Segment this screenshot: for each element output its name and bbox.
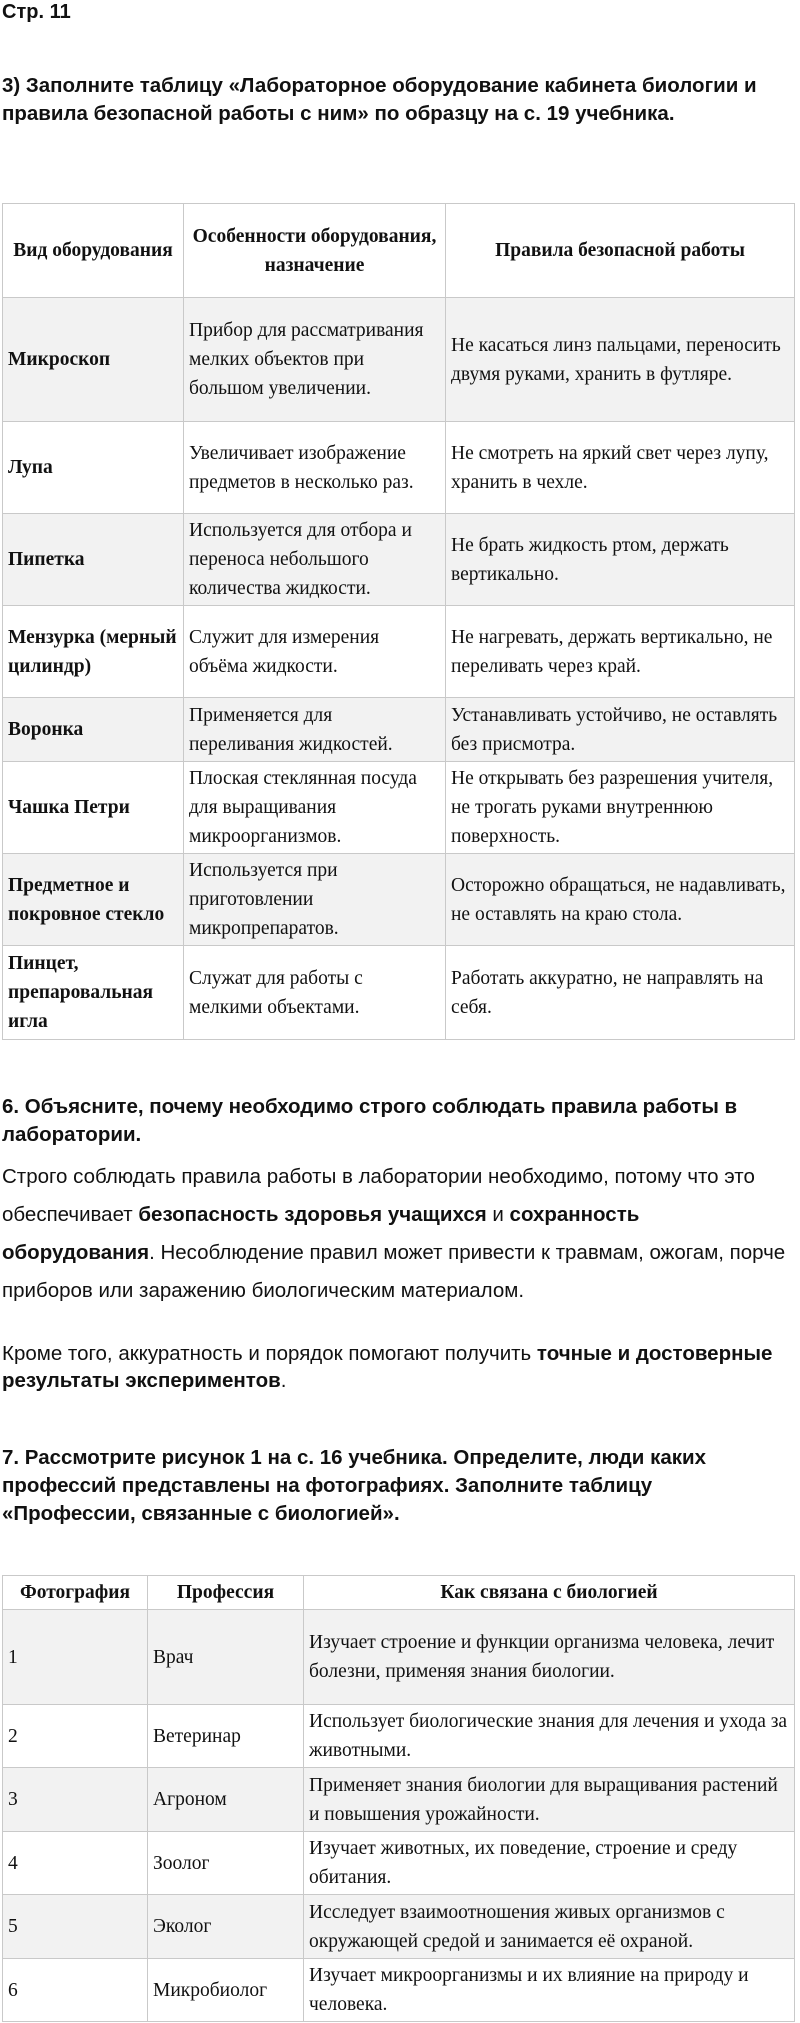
table-row [3, 854, 795, 946]
profession-name: Микробиолог [148, 1959, 304, 2022]
answer-emphasis: точные и достоверные результаты экспериментов [2, 1342, 773, 1392]
professions-header-row [3, 1576, 795, 1610]
table-row [3, 1610, 795, 1705]
equipment-purpose: Увеличивает изображение предметов в несколько раз. [184, 422, 446, 514]
safety-rule: Осторожно обращаться, не надавливать, не оставлять на краю стола. [446, 854, 795, 946]
equipment-purpose: Служат для работы с мелкими объектами. [184, 946, 446, 1040]
equipment-name: Микроскоп [3, 298, 184, 422]
equipment-name: Пипетка [3, 514, 184, 606]
task3-heading: 3) Заполните таблицу «Лабораторное оборудование кабинета биологии и правила безопасной работы с ним» по образцу на с. 19 учебника. [2, 74, 757, 125]
equipment-name: Чашка Петри [3, 762, 184, 854]
task6-answer-paragraph [2, 1158, 792, 1310]
page-title: Стр. 11 [2, 1, 71, 23]
column-header: Профессия [148, 1576, 304, 1610]
answer-emphasis: безопасность здоровья учащихся [138, 1203, 487, 1226]
table-row [3, 298, 795, 422]
table-row [3, 1705, 795, 1768]
equipment-table [2, 203, 795, 1040]
answer-text: Строго соблюдать правила работы в лаборатории необходимо, потому что это обеспечивает [2, 1165, 755, 1226]
safety-rule: Работать аккуратно, не направлять на себя. [446, 946, 795, 1040]
task6-heading: 6. Объясните, почему необходимо строго соблюдать правила работы в лаборатории. [2, 1095, 738, 1146]
biology-relation: Использует биологические знания для лечения и ухода за животными. [304, 1705, 795, 1768]
photo-number: 4 [3, 1832, 148, 1895]
safety-rule: Не открывать без разрешения учителя, не трогать руками внутреннюю поверхность. [446, 762, 795, 854]
column-header: Вид оборудования [3, 204, 184, 298]
column-header: Как связана с биологией [304, 1576, 795, 1610]
equipment-purpose: Используется при приготовлении микропрепаратов. [184, 854, 446, 946]
task6-answer-paragraph [2, 1340, 792, 1394]
table-row [3, 946, 795, 1040]
equipment-header-row [3, 204, 795, 298]
column-header: Особенности оборудования, назначение [184, 204, 446, 298]
equipment-purpose: Прибор для рассматривания мелких объектов при большом увеличении. [184, 298, 446, 422]
profession-name: Зоолог [148, 1832, 304, 1895]
column-header: Правила безопасной работы [446, 204, 795, 298]
answer-emphasis: сохранность оборудования [2, 1203, 640, 1264]
safety-rule: Устанавливать устойчиво, не оставлять без присмотра. [446, 698, 795, 762]
safety-rule: Не касаться линз пальцами, переносить двумя руками, хранить в футляре. [446, 298, 795, 422]
safety-rule: Не нагревать, держать вертикально, не переливать через край. [446, 606, 795, 698]
table-row [3, 1959, 795, 2022]
task7-heading: 7. Рассмотрите рисунок 1 на с. 16 учебника. Определите, люди каких профессий представлены на фотографиях. Заполните таблицу «Профессии, связанные с биологией». [2, 1446, 707, 1525]
table-row [3, 514, 795, 606]
equipment-purpose: Используется для отбора и переноса небольшого количества жидкости. [184, 514, 446, 606]
table-row [3, 1832, 795, 1895]
safety-rule: Не смотреть на яркий свет через лупу, хранить в чехле. [446, 422, 795, 514]
equipment-name: Мензурка (мерный цилиндр) [3, 606, 184, 698]
biology-relation: Изучает животных, их поведение, строение и среду обитания. [304, 1832, 795, 1895]
column-header: Фотография [3, 1576, 148, 1610]
professions-table [2, 1575, 795, 2022]
answer-text: и [486, 1203, 510, 1226]
photo-number: 2 [3, 1705, 148, 1768]
profession-name: Эколог [148, 1895, 304, 1959]
table-row [3, 762, 795, 854]
equipment-name: Лупа [3, 422, 184, 514]
table-row [3, 606, 795, 698]
equipment-name: Предметное и покровное стекло [3, 854, 184, 946]
table-row [3, 1895, 795, 1959]
equipment-purpose: Плоская стеклянная посуда для выращивания микроорганизмов. [184, 762, 446, 854]
equipment-name: Воронка [3, 698, 184, 762]
equipment-purpose: Применяется для переливания жидкостей. [184, 698, 446, 762]
photo-number: 6 [3, 1959, 148, 2022]
answer-text: Кроме того, аккуратность и порядок помогают получить [2, 1342, 537, 1365]
biology-relation: Применяет знания биологии для выращивания растений и повышения урожайности. [304, 1768, 795, 1832]
equipment-purpose: Служит для измерения объёма жидкости. [184, 606, 446, 698]
equipment-name: Пинцет, препаровальная игла [3, 946, 184, 1040]
table-row [3, 422, 795, 514]
answer-text: . Несоблюдение правил может привести к травмам, ожогам, порче приборов или заражению биологическим материалом. [2, 1241, 786, 1302]
photo-number: 3 [3, 1768, 148, 1832]
answer-text: . [280, 1369, 287, 1392]
photo-number: 5 [3, 1895, 148, 1959]
safety-rule: Не брать жидкость ртом, держать вертикально. [446, 514, 795, 606]
profession-name: Врач [148, 1610, 304, 1705]
profession-name: Ветеринар [148, 1705, 304, 1768]
photo-number: 1 [3, 1610, 148, 1705]
biology-relation: Исследует взаимоотношения живых организмов с окружающей средой и занимается её охраной. [304, 1895, 795, 1959]
biology-relation: Изучает строение и функции организма человека, лечит болезни, применяя знания биологии. [304, 1610, 795, 1705]
biology-relation: Изучает микроорганизмы и их влияние на природу и человека. [304, 1959, 795, 2022]
profession-name: Агроном [148, 1768, 304, 1832]
table-row [3, 1768, 795, 1832]
table-row [3, 698, 795, 762]
